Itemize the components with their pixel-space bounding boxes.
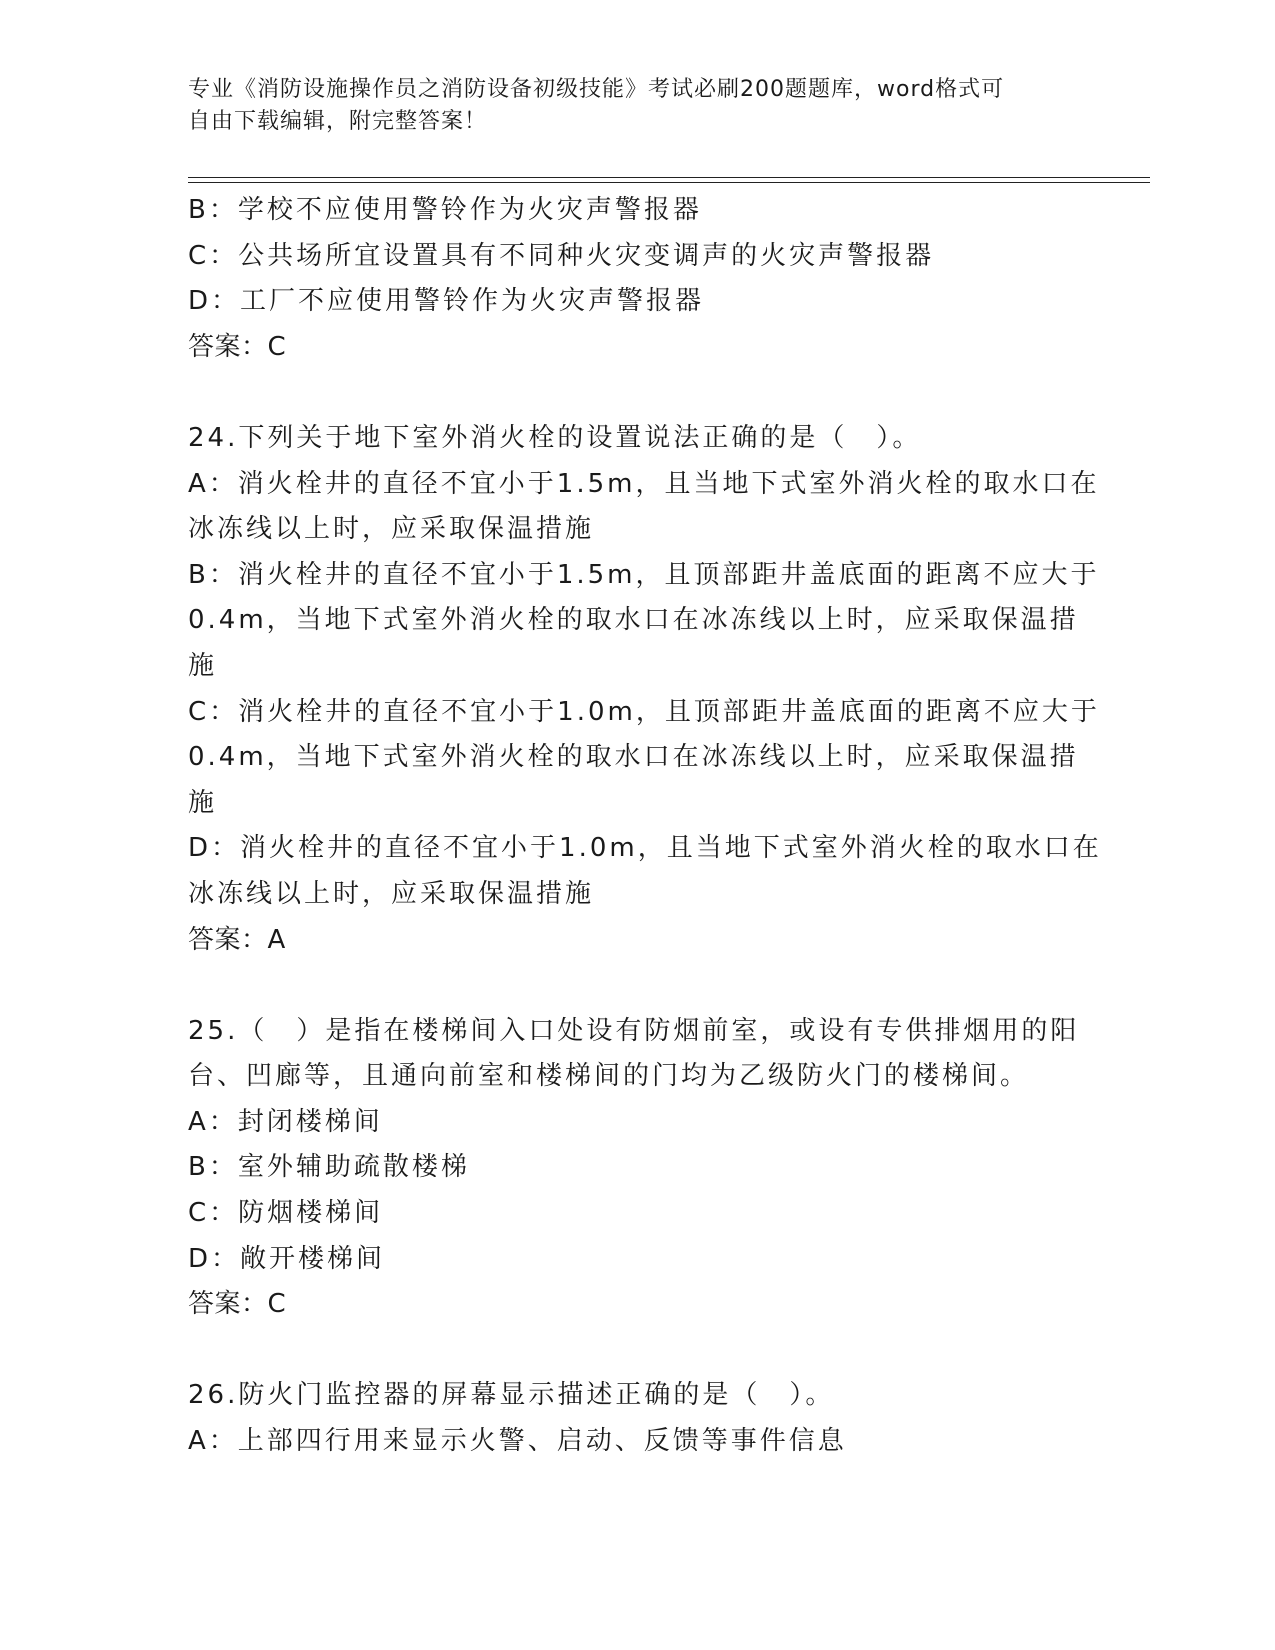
header-line-2: 自由下载编辑，附完整答案！ — [188, 109, 488, 134]
q24-option-a-line1: A：消火栓井的直径不宜小于1.5m，且当地下式室外消火栓的取水口在 — [188, 468, 1100, 499]
q25-stem-line1: 25.（ ）是指在楼梯间入口处设有防烟前室，或设有专供排烟用的阳 — [188, 1015, 1080, 1046]
q25-option-b: B：室外辅助疏散楼梯 — [188, 1152, 470, 1183]
q24-option-d-line1: D：消火栓井的直径不宜小于1.0m，且当地下式室外消火栓的取水口在 — [188, 833, 1102, 864]
q23-option-c: C：公共场所宜设置具有不同种火灾变调声的火灾声警报器 — [188, 240, 935, 271]
question-content — [188, 188, 1102, 1465]
q25-answer: 答案：C — [188, 1289, 287, 1320]
q23-option-d: D：工厂不应使用警铃作为火灾声警报器 — [188, 286, 705, 317]
header-line-1: 专业《消防设施操作员之消防设备初级技能》考试必刷200题题库，word格式可 — [188, 77, 1005, 102]
spacer — [188, 1328, 1088, 1374]
q23-answer: 答案：C — [188, 331, 287, 362]
q24-answer: 答案：A — [188, 924, 286, 955]
q24-stem: 24.下列关于地下室外消火栓的设置说法正确的是（ ）。 — [188, 422, 922, 453]
q25-stem-line2: 台、凹廊等，且通向前室和楼梯间的门均为乙级防火门的楼梯间。 — [188, 1061, 1030, 1092]
q24-option-a-line2: 冰冻线以上时，应采取保温措施 — [188, 514, 595, 545]
header-rule-bottom — [188, 182, 1150, 183]
q24-option-c-line1: C：消火栓井的直径不宜小于1.0m，且顶部距井盖底面的距离不应大于 — [188, 696, 1100, 727]
q25-option-d: D：敞开楼梯间 — [188, 1243, 386, 1274]
spacer — [188, 963, 1088, 1009]
q25-option-a: A：封闭楼梯间 — [188, 1106, 383, 1137]
q24-option-c-line2: 0.4m，当地下式室外消火栓的取水口在冰冻线以上时，应采取保温措 — [188, 742, 1079, 773]
header-rule-top — [188, 177, 1150, 178]
q24-option-c-line3: 施 — [188, 787, 218, 818]
q24-option-d-line2: 冰冻线以上时，应采取保温措施 — [188, 878, 595, 909]
q26-option-a: A：上部四行用来显示火警、启动、反馈等事件信息 — [188, 1426, 847, 1457]
q23-option-b: B：学校不应使用警铃作为火灾声警报器 — [188, 195, 702, 225]
document-header — [188, 74, 1068, 138]
q26-stem: 26.防火门监控器的屏幕显示描述正确的是（ ）。 — [188, 1380, 835, 1411]
spacer — [188, 370, 1088, 416]
q24-option-b-line1: B：消火栓井的直径不宜小于1.5m，且顶部距井盖底面的距离不应大于 — [188, 559, 1100, 590]
q24-option-b-line3: 施 — [188, 650, 218, 681]
q24-option-b-line2: 0.4m，当地下式室外消火栓的取水口在冰冻线以上时，应采取保温措 — [188, 605, 1079, 636]
q25-option-c: C：防烟楼梯间 — [188, 1198, 384, 1229]
